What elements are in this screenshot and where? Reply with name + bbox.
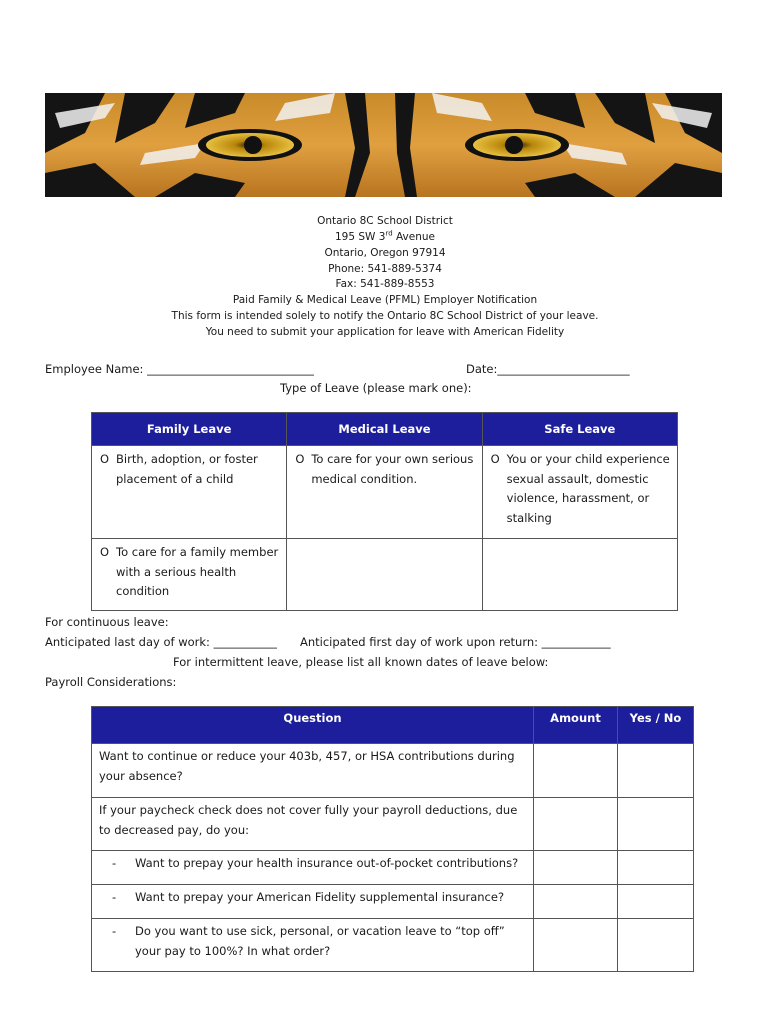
address-superscript: rd	[385, 229, 393, 238]
option-label: To care for your own serious medical condition.	[311, 452, 474, 486]
yes-no-cell[interactable]	[618, 851, 694, 885]
amount-cell[interactable]	[534, 798, 618, 851]
district-address	[0, 229, 770, 245]
dash-bullet: -	[112, 856, 117, 870]
question-paycheck-deductions: If your paycheck check does not cover fully your payroll deductions, due to decreased pay, do you:	[92, 798, 534, 851]
address-street: Avenue	[392, 231, 435, 243]
option-family-birth[interactable]	[92, 446, 287, 539]
district-name: Ontario 8C School District	[317, 215, 453, 227]
payroll-table	[91, 706, 694, 972]
header-amount: Amount	[534, 707, 618, 744]
employee-name-field[interactable]: Employee Name: _____________________________	[45, 362, 314, 376]
yes-no-cell[interactable]	[618, 919, 694, 972]
form-title: Paid Family & Medical Leave (PFML) Employer Notification	[232, 294, 538, 306]
dash-bullet: -	[112, 924, 117, 938]
question-prepay-health	[92, 851, 534, 885]
option-marker[interactable]: O	[490, 452, 500, 466]
tiger-eyes-image	[45, 93, 722, 197]
yes-no-cell[interactable]	[618, 885, 694, 919]
question-prepay-supplemental	[92, 885, 534, 919]
header-family-leave: Family Leave	[92, 413, 287, 446]
dash-bullet: -	[112, 890, 117, 904]
first-day-return-field[interactable]: Anticipated first day of work upon return: ____________	[300, 635, 611, 649]
intermittent-leave-label: For intermittent leave, please list all known dates of leave below:	[173, 655, 549, 669]
option-label: Birth, adoption, or foster placement of a child	[116, 452, 258, 486]
option-marker[interactable]: O	[295, 452, 305, 466]
option-marker[interactable]: O	[100, 545, 110, 559]
district-fax: Fax: 541-889-8553	[335, 278, 435, 290]
date-field[interactable]: Date:_______________________	[466, 362, 630, 376]
option-label: You or your child experience sexual assault, domestic violence, harassment, or stalking	[506, 452, 670, 525]
amount-cell[interactable]	[534, 885, 618, 919]
empty-cell	[482, 539, 677, 611]
header-safe-leave: Safe Leave	[482, 413, 677, 446]
form-notice-1: This form is intended solely to notify the Ontario 8C School District of your leave.	[171, 310, 599, 322]
header-medical-leave: Medical Leave	[287, 413, 482, 446]
question-text: Want to prepay your American Fidelity supplemental insurance?	[135, 890, 505, 904]
option-medical-own[interactable]	[287, 446, 482, 539]
option-family-care[interactable]	[92, 539, 287, 611]
question-text: Do you want to use sick, personal, or vacation leave to “top off” your pay to 100%? In what order?	[135, 924, 505, 958]
header-yes-no: Yes / No	[618, 707, 694, 744]
amount-cell[interactable]	[534, 919, 618, 972]
leave-type-label: Type of Leave (please mark one):	[280, 381, 472, 395]
yes-no-cell[interactable]	[618, 798, 694, 851]
tiger-eyes-banner	[45, 93, 722, 197]
option-marker[interactable]: O	[100, 452, 110, 466]
continuous-leave-heading: For continuous leave:	[45, 615, 169, 629]
address-number: 195 SW 3	[334, 231, 386, 243]
empty-cell	[287, 539, 482, 611]
form-notice-2: You need to submit your application for leave with American Fidelity	[205, 326, 565, 338]
leave-type-table	[91, 412, 678, 611]
payroll-heading: Payroll Considerations:	[45, 675, 177, 689]
question-top-off-leave	[92, 919, 534, 972]
district-city: Ontario, Oregon 97914	[324, 247, 446, 259]
header-question: Question	[92, 707, 534, 744]
yes-no-cell[interactable]	[618, 744, 694, 798]
option-safe-leave[interactable]	[482, 446, 677, 539]
option-label: To care for a family member with a serious health condition	[116, 545, 279, 598]
last-day-field[interactable]: Anticipated last day of work: ___________	[45, 635, 277, 649]
question-text: Want to prepay your health insurance out-of-pocket contributions?	[135, 856, 519, 870]
question-contributions: Want to continue or reduce your 403b, 457, or HSA contributions during your absence?	[92, 744, 534, 798]
amount-cell[interactable]	[534, 744, 618, 798]
district-phone: Phone: 541-889-5374	[328, 263, 442, 275]
amount-cell[interactable]	[534, 851, 618, 885]
